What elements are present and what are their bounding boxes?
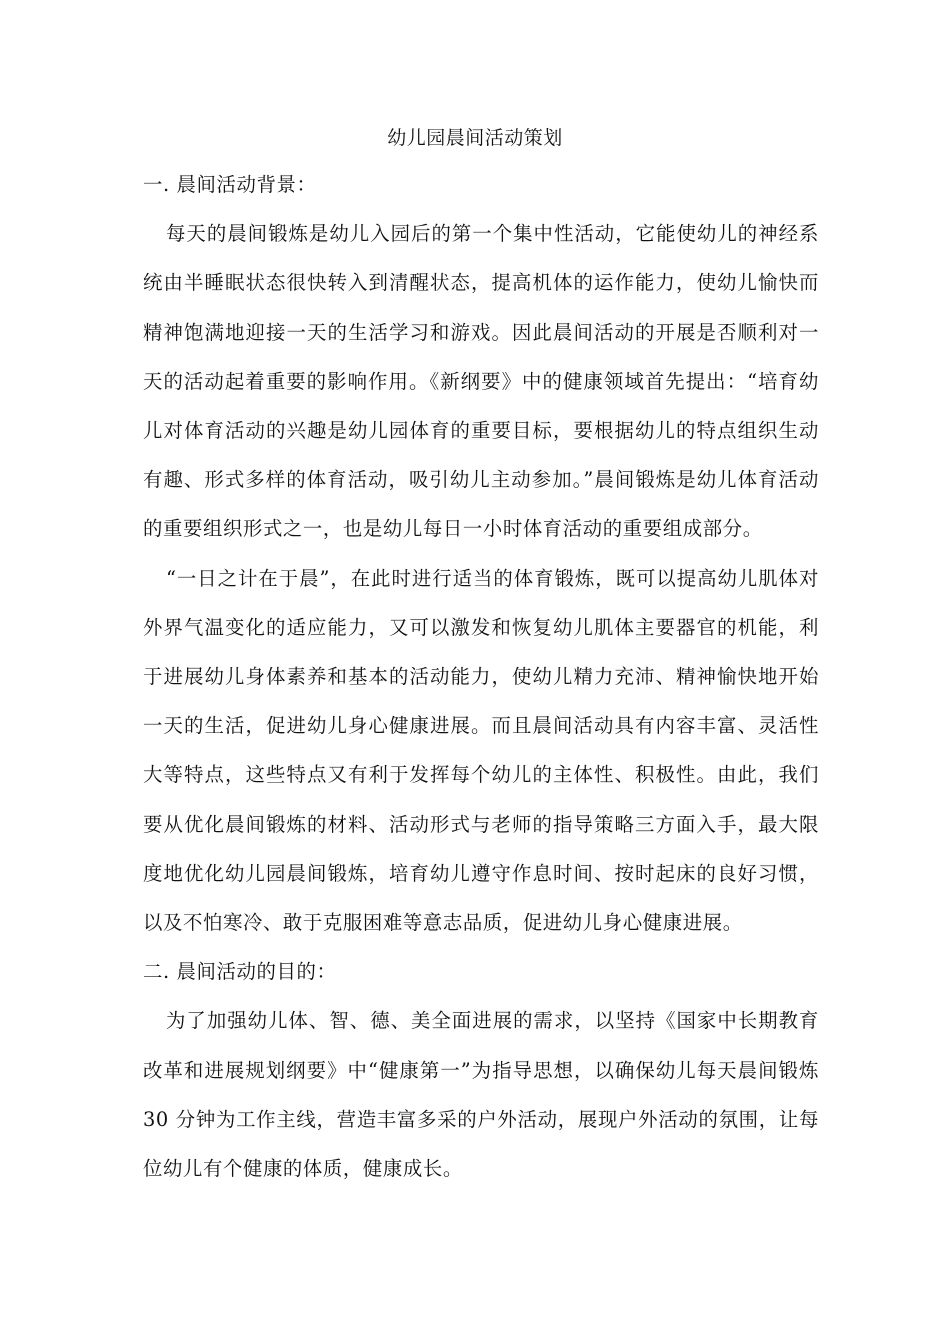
section-heading-purpose: 二. 晨间活动的目的：	[143, 960, 337, 984]
paragraph-background-2: “一日之计在于晨”，在此时进行适当的体育锻炼，既可以提高幼儿肌体对外界气温变化的适应能力，又可以激发和恢复幼儿肌体主要器官的机能，利于进展幼儿身体素养和基本的活动能力，使幼儿精力充沛、精神愉快地开始一天的生活，促进幼儿身心健康进展。而且晨间活动具有内容丰富、灵活性大等特点，这些特点又有利于发挥每个幼儿的主体性、积极性。由此，我们要从优化晨间锻炼的材料、活动形式与老师的指导策略三方面入手，最大限度地优化幼儿园晨间锻炼，培育幼儿遵守作息时间、按时起床的良好习惯，以及不怕寒冷、敢于克服困难等意志品质，促进幼儿身心健康进展。	[143, 566, 819, 935]
paragraph-background-1: 每天的晨间锻炼是幼儿入园后的第一个集中性活动，它能使幼儿的神经系统由半睡眠状态很快转入到清醒状态，提高机体的运作能力，使幼儿愉快而精神饱满地迎接一天的生活学习和游戏。因此晨间活动的开展是否顺利对一天的活动起着重要的影响作用。《新纲要》中的健康领域首先提出：“培育幼儿对体育活动的兴趣是幼儿园体育的重要目标，要根据幼儿的特点组织生动有趣、形式多样的体育活动，吸引幼儿主动参加。”晨间锻炼是幼儿体育活动的重要组织形式之一，也是幼儿每日一小时体育活动的重要组成部分。	[143, 222, 819, 541]
document-body	[143, 160, 819, 1193]
paragraph-purpose-1: 为了加强幼儿体、智、德、美全面进展的需求，以坚持《国家中长期教育改革和进展规划纲要》中“健康第一”为指导思想，以确保幼儿每天晨间锻炼 30 分钟为工作主线，营造丰富多采的户外活动，展现户外活动的氛围，让每位幼儿有个健康的体质，健康成长。	[143, 1009, 819, 1181]
document-title: 幼儿园晨间活动策划	[387, 127, 563, 149]
section-heading-background: 一. 晨间活动背景：	[143, 173, 317, 196]
